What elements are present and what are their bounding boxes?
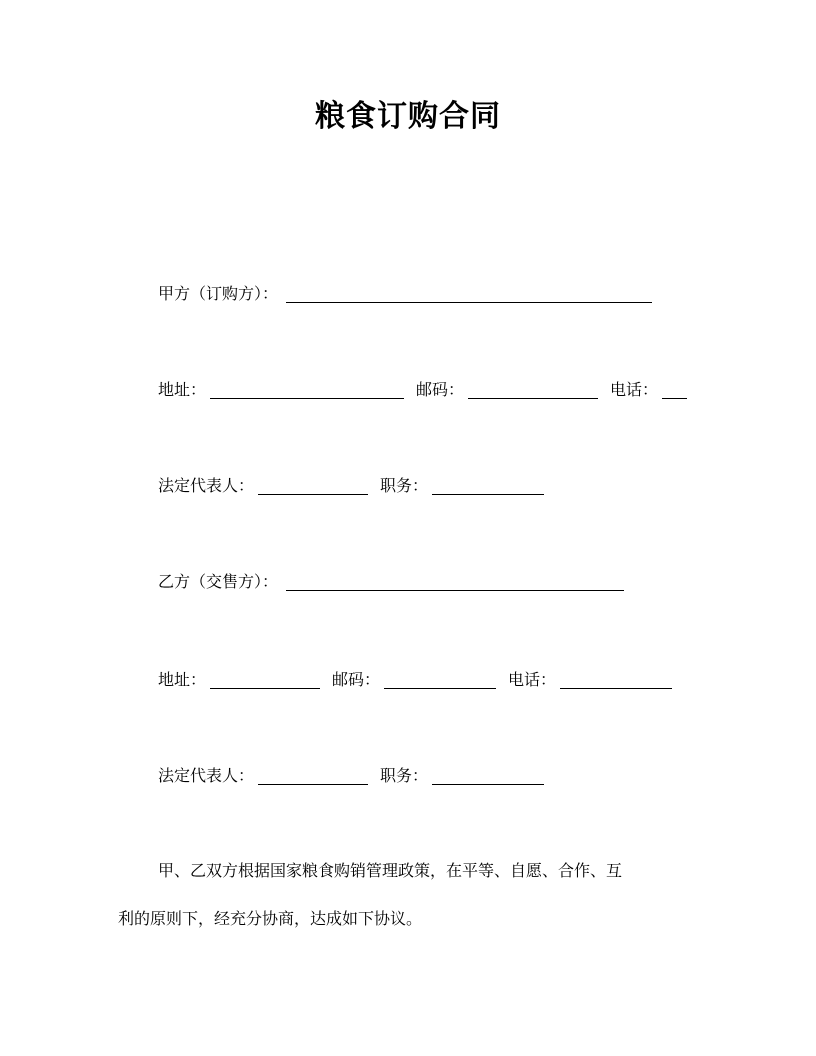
party-b-label: 乙方（交售方）： (158, 572, 279, 591)
party-a-rep-line (158, 472, 544, 497)
party-a-phone-field[interactable] (662, 380, 687, 399)
party-a-address-line (158, 376, 687, 401)
party-a-address-field[interactable] (210, 380, 404, 399)
party-a-position-field[interactable] (432, 476, 544, 495)
party-b-phone-label: 电话： (508, 670, 557, 689)
party-b-rep-field[interactable] (258, 766, 368, 785)
party-b-line (158, 568, 624, 593)
preamble-line-1: 甲、乙双方根据国家粮食购销管理政策，在平等、自愿、合作、互 (158, 861, 623, 880)
party-a-rep-field[interactable] (258, 476, 368, 495)
party-a-rep-label: 法定代表人： (158, 476, 255, 495)
contract-title: 粮食订购合同 (315, 99, 501, 134)
party-b-postcode-label: 邮码： (332, 670, 381, 689)
party-a-postcode-field[interactable] (468, 380, 598, 399)
party-b-position-label: 职务： (380, 766, 429, 785)
party-a-position-label: 职务： (380, 476, 429, 495)
party-a-postcode-label: 邮码： (416, 380, 465, 399)
party-b-rep-label: 法定代表人： (158, 766, 255, 785)
party-a-name-field[interactable] (286, 284, 652, 303)
party-b-phone-field[interactable] (560, 670, 672, 689)
party-a-address-label: 地址： (158, 380, 207, 399)
party-b-postcode-field[interactable] (384, 670, 496, 689)
party-b-position-field[interactable] (432, 766, 544, 785)
preamble-line-2: 利的原则下，经充分协商，达成如下协议。 (118, 909, 423, 928)
party-a-phone-label: 电话： (610, 380, 659, 399)
party-a-label: 甲方（订购方）： (158, 284, 279, 303)
party-b-rep-line (158, 762, 544, 787)
party-b-name-field[interactable] (286, 572, 624, 591)
party-b-address-field[interactable] (210, 670, 320, 689)
party-b-address-line (158, 666, 672, 691)
party-a-line (158, 280, 652, 305)
party-b-address-label: 地址： (158, 670, 207, 689)
